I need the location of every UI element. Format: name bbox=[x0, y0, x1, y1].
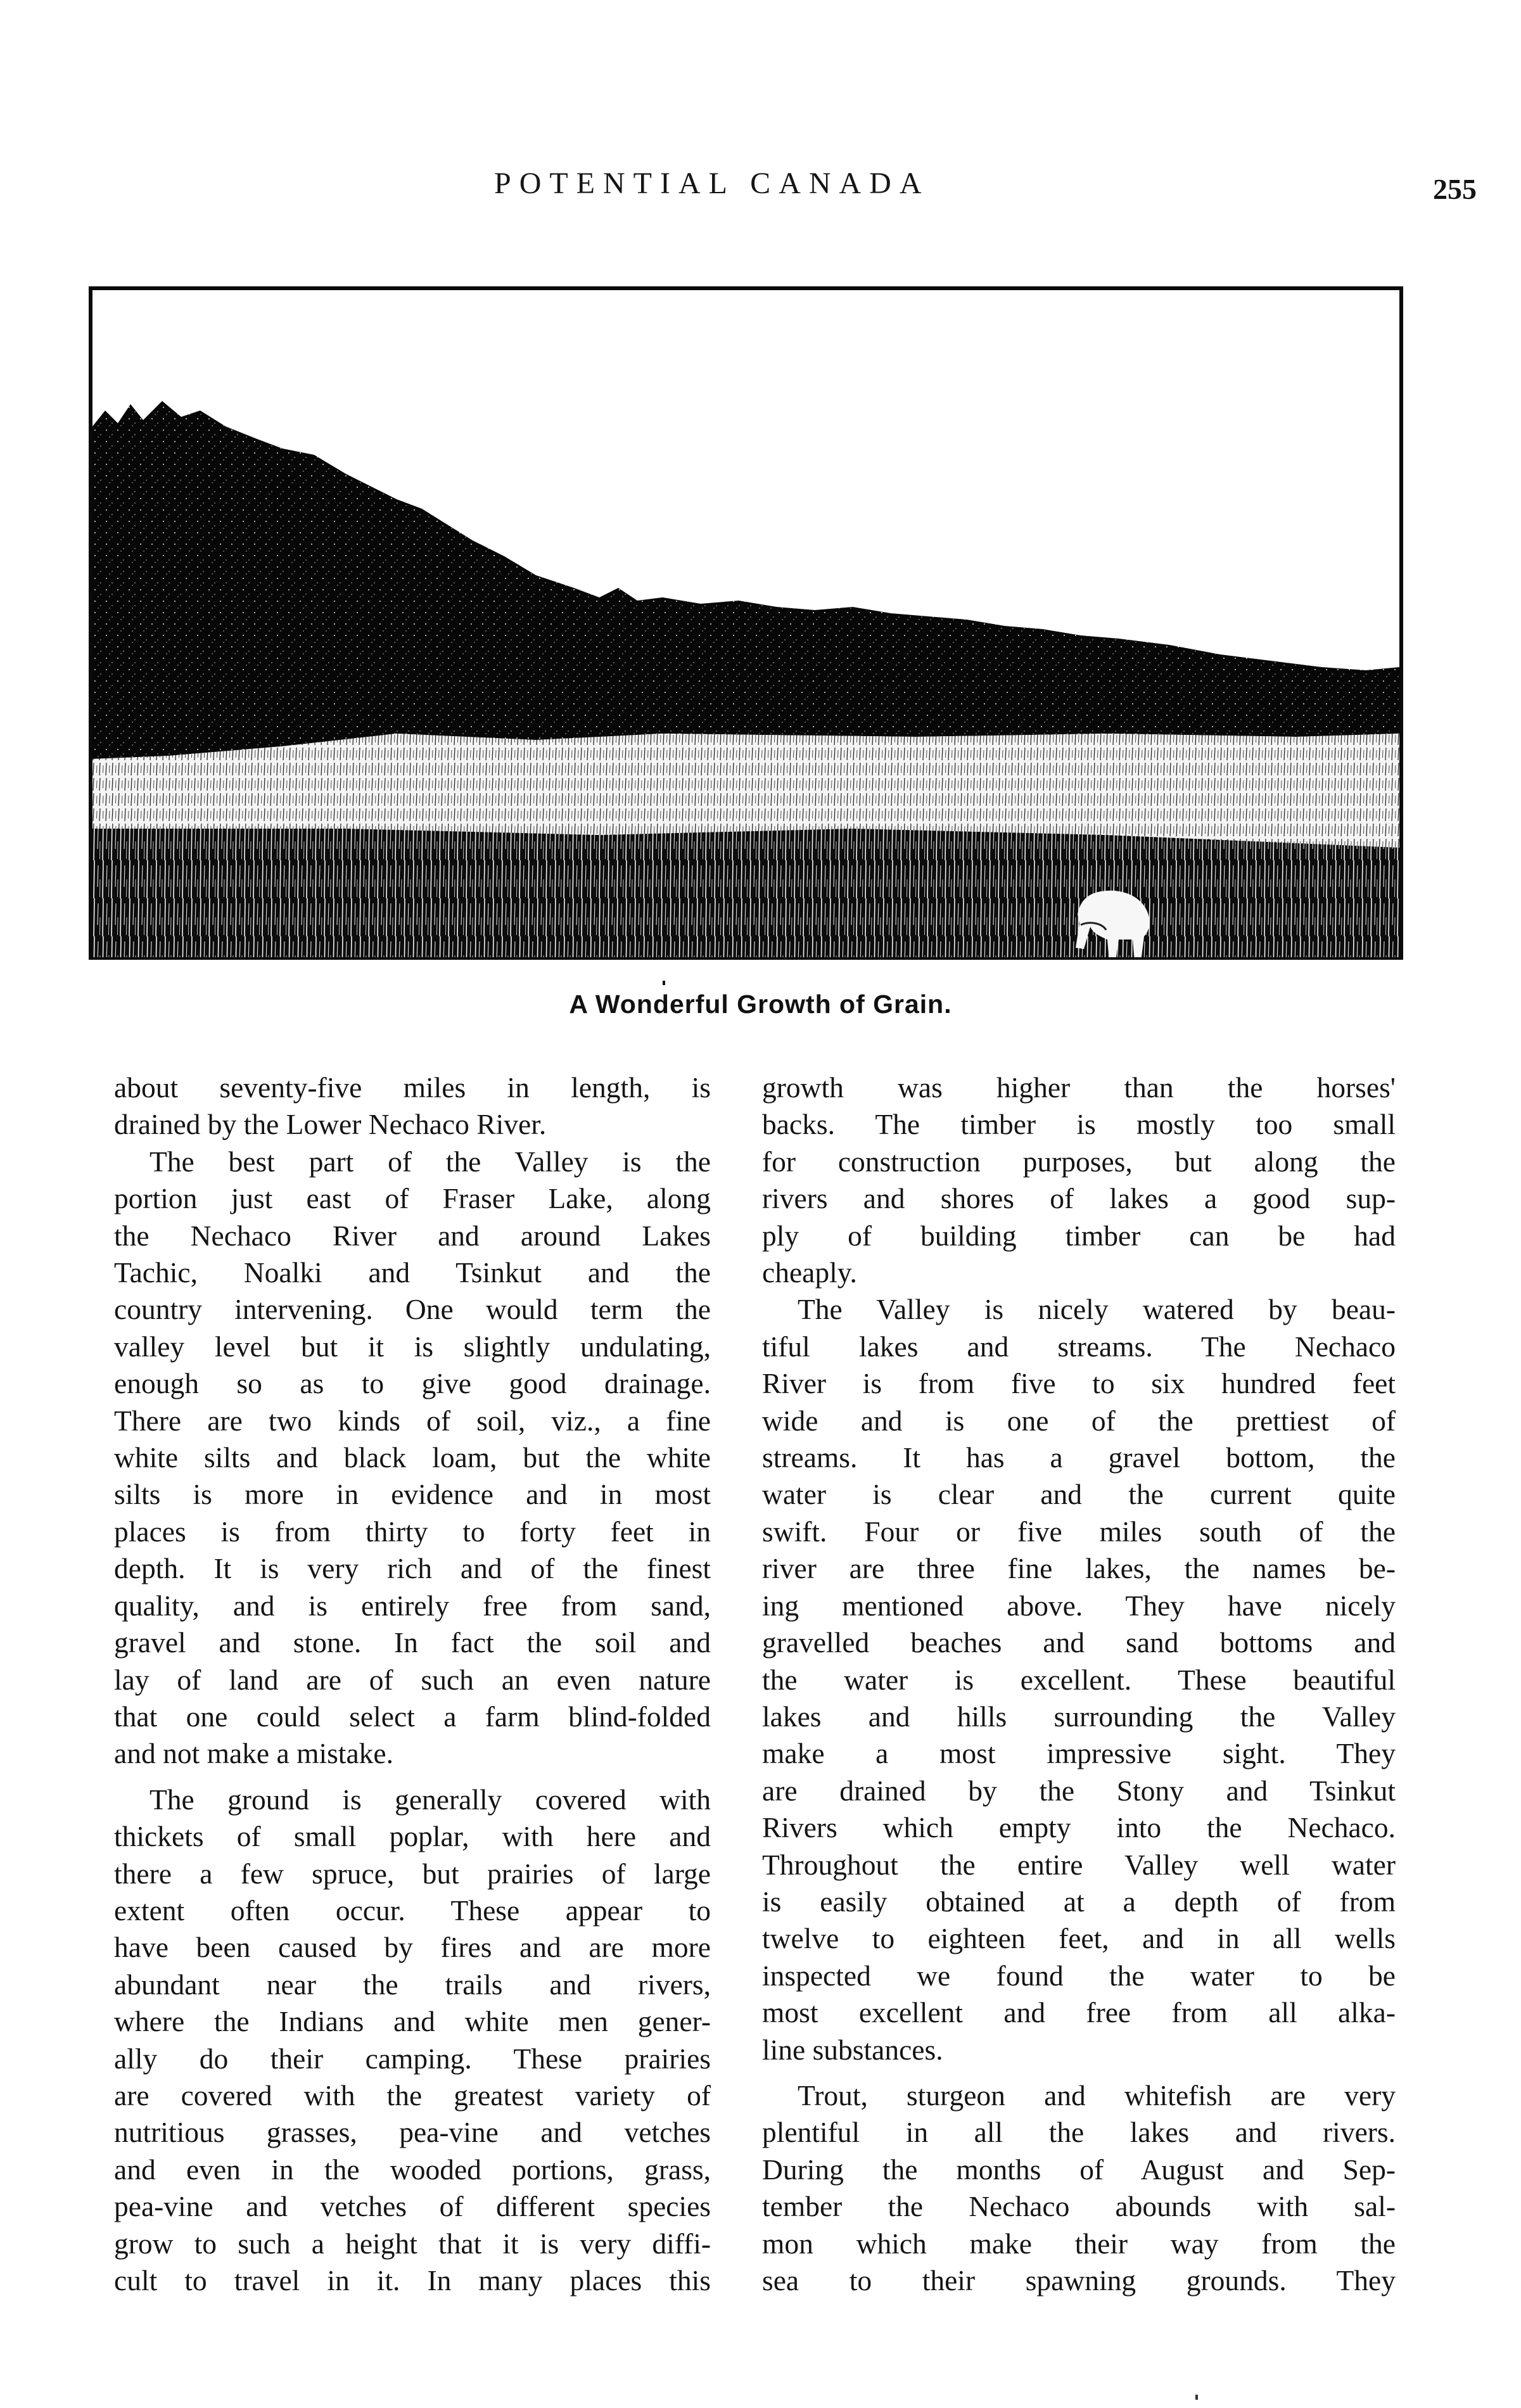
text-line: streams. It has a gravel bottom, the bbox=[762, 1441, 1396, 1474]
text-line: portion just east of Fraser Lake, along bbox=[114, 1182, 711, 1215]
text-line: depth. It is very rich and of the finest bbox=[114, 1552, 711, 1585]
text-line: enough so as to give good drainage. bbox=[114, 1367, 711, 1400]
text-line: growth was higher than the horses' bbox=[762, 1071, 1396, 1104]
text-line: thickets of small poplar, with here and bbox=[114, 1820, 711, 1853]
paragraph bbox=[762, 1291, 1396, 2068]
text-line: gravelled beaches and sand bottoms and bbox=[762, 1626, 1396, 1659]
text-line: the water is excellent. These beautiful bbox=[762, 1663, 1396, 1696]
text-line: The ground is generally covered with bbox=[150, 1783, 711, 1816]
text-line: quality, and is entirely free from sand, bbox=[114, 1589, 711, 1622]
text-line: wide and is one of the prettiest of bbox=[762, 1404, 1396, 1437]
print-speck bbox=[1195, 2395, 1198, 2400]
figure-caption: A Wonderful Growth of Grain. bbox=[569, 990, 952, 1019]
text-line: and even in the wooded portions, grass, bbox=[114, 2153, 711, 2186]
text-line: cheaply. bbox=[762, 1256, 857, 1289]
text-line: The Valley is nicely watered by beau- bbox=[798, 1293, 1396, 1326]
text-line: are drained by the Stony and Tsinkut bbox=[762, 1774, 1396, 1807]
paragraph bbox=[114, 1781, 711, 2300]
photograph-icon bbox=[92, 290, 1399, 957]
caption-mark bbox=[663, 981, 665, 985]
paragraph bbox=[114, 1143, 711, 1773]
text-line: gravel and stone. In fact the soil and bbox=[114, 1626, 711, 1659]
text-line: Rivers which empty into the Nechaco. bbox=[762, 1811, 1396, 1844]
text-line: inspected we found the water to be bbox=[762, 1959, 1396, 1992]
text-line: valley level but it is slightly undulating, bbox=[114, 1330, 711, 1363]
text-line: Trout, sturgeon and whitefish are very bbox=[798, 2079, 1396, 2112]
text-line: ing mentioned above. They have nicely bbox=[762, 1589, 1396, 1622]
text-line: sea to their spawning grounds. They bbox=[762, 2264, 1396, 2297]
text-line: make a most impressive sight. They bbox=[762, 1737, 1396, 1770]
text-line: Throughout the entire Valley well water bbox=[762, 1848, 1396, 1881]
text-line: water is clear and the current quite bbox=[762, 1478, 1396, 1511]
text-line: nutritious grasses, pea-vine and vetches bbox=[114, 2116, 711, 2149]
text-line: line substances. bbox=[762, 2033, 943, 2066]
text-line: drained by the Lower Nechaco River. bbox=[114, 1108, 547, 1141]
text-line: extent often occur. These appear to bbox=[114, 1894, 711, 1927]
text-line: most excellent and free from all alka- bbox=[762, 1996, 1396, 2029]
text-line: is easily obtained at a depth of from bbox=[762, 1885, 1396, 1918]
text-line: ally do their camping. These prairies bbox=[114, 2042, 711, 2075]
text-line: the Nechaco River and around Lakes bbox=[114, 1219, 711, 1252]
text-line: have been caused by fires and are more bbox=[114, 1931, 711, 1964]
text-line: places is from thirty to forty feet in bbox=[114, 1515, 711, 1548]
text-line: tiful lakes and streams. The Nechaco bbox=[762, 1330, 1396, 1363]
text-line: country intervening. One would term the bbox=[114, 1293, 711, 1326]
text-line: River is from five to six hundred feet bbox=[762, 1367, 1396, 1400]
text-line: backs. The timber is mostly too small bbox=[762, 1108, 1396, 1141]
text-line: tember the Nechaco abounds with sal- bbox=[762, 2190, 1396, 2223]
text-line: ply of building timber can be had bbox=[762, 1219, 1396, 1252]
text-line: about seventy-five miles in length, is bbox=[114, 1071, 711, 1104]
text-line: for construction purposes, but along the bbox=[762, 1145, 1396, 1178]
text-line: mon which make their way from the bbox=[762, 2227, 1396, 2260]
text-line: grow to such a height that it is very diffi- bbox=[114, 2227, 711, 2260]
text-line: swift. Four or five miles south of the bbox=[762, 1515, 1396, 1548]
running-title: POTENTIAL CANADA bbox=[494, 167, 930, 200]
text-line: Tachic, Noalki and Tsinkut and the bbox=[114, 1256, 711, 1289]
text-line: The best part of the Valley is the bbox=[150, 1145, 711, 1178]
text-line: rivers and shores of lakes a good sup- bbox=[762, 1182, 1396, 1215]
text-line: plentiful in all the lakes and rivers. bbox=[762, 2116, 1396, 2149]
text-line: cult to travel in it. In many places this bbox=[114, 2264, 711, 2297]
text-line: abundant near the trails and rivers, bbox=[114, 1968, 711, 2001]
text-line: are covered with the greatest variety of bbox=[114, 2079, 711, 2112]
paragraph bbox=[114, 1069, 711, 1143]
text-line: that one could select a farm blind-folded bbox=[114, 1700, 711, 1733]
photograph-figure bbox=[89, 286, 1403, 960]
text-line: twelve to eighteen feet, and in all wells bbox=[762, 1922, 1396, 1955]
text-line: where the Indians and white men gener- bbox=[114, 2005, 711, 2038]
text-line: pea-vine and vetches of different species bbox=[114, 2190, 711, 2223]
text-line: white silts and black loam, but the white bbox=[114, 1441, 711, 1474]
text-line: There are two kinds of soil, viz., a fine bbox=[114, 1404, 711, 1437]
text-line: silts is more in evidence and in most bbox=[114, 1478, 711, 1511]
text-line: river are three fine lakes, the names be- bbox=[762, 1552, 1396, 1585]
left-column bbox=[114, 1069, 711, 2299]
paragraph bbox=[762, 2077, 1396, 2299]
text-line: lay of land are of such an even nature bbox=[114, 1663, 711, 1696]
text-line: lakes and hills surrounding the Valley bbox=[762, 1700, 1396, 1733]
right-column bbox=[762, 1069, 1396, 2299]
text-line: During the months of August and Sep- bbox=[762, 2153, 1396, 2186]
paragraph bbox=[762, 1069, 1396, 1291]
text-line: there a few spruce, but prairies of large bbox=[114, 1857, 711, 1890]
text-line: and not make a mistake. bbox=[114, 1737, 393, 1770]
page-number: 255 bbox=[1433, 173, 1477, 205]
